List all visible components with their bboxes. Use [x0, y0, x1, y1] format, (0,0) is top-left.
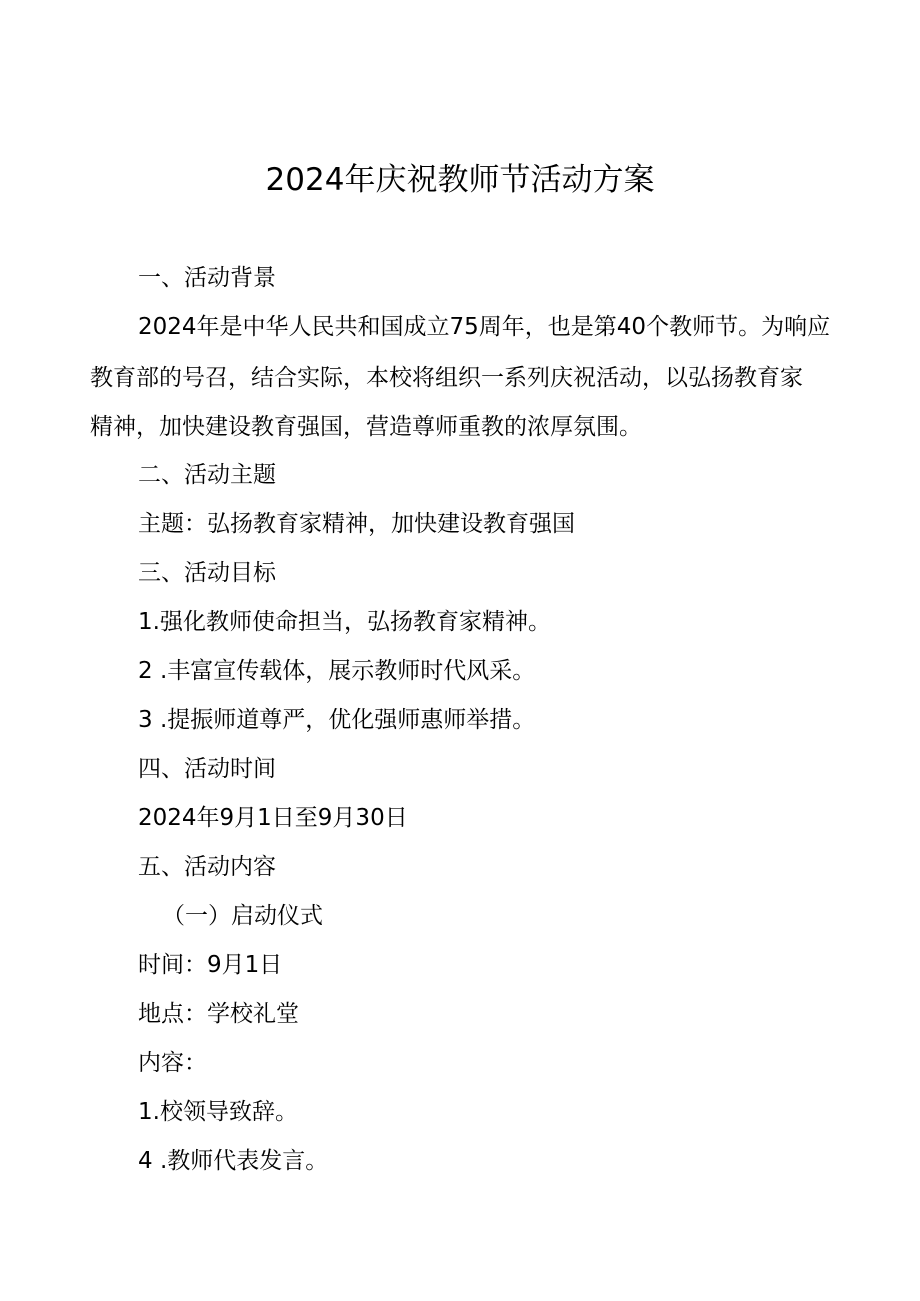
- section-heading-goals: 三、活动目标: [138, 560, 276, 586]
- goal-item-1: 1.强化教师使命担当，弘扬教育家精神。: [138, 609, 551, 635]
- paragraph-background-line-2: 教育部的号召，结合实际，本校将组织一系列庆祝活动，以弘扬教育家: [90, 365, 803, 391]
- ceremony-content-item-2: 4 .教师代表发言。: [138, 1148, 329, 1174]
- ceremony-content-label: 内容：: [138, 1050, 207, 1076]
- section-heading-background: 一、活动背景: [138, 265, 276, 291]
- goal-item-2: 2 .丰富宣传载体，展示教师时代风采。: [138, 658, 536, 684]
- document-title: 2024年庆祝教师节活动方案: [265, 162, 655, 198]
- section-heading-theme: 二、活动主题: [138, 462, 276, 488]
- ceremony-location: 地点：学校礼堂: [138, 1001, 299, 1027]
- section-heading-content: 五、活动内容: [138, 854, 276, 880]
- ceremony-time: 时间：9月1日: [138, 952, 283, 978]
- activity-time-range: 2024年9月1日至9月30日: [138, 805, 408, 831]
- paragraph-background-line-1: 2024年是中华人民共和国成立75周年，也是第40个教师节。为响应: [138, 314, 831, 340]
- goal-item-3: 3 .提振师道尊严，优化强师惠师举措。: [138, 707, 536, 733]
- section-heading-time: 四、活动时间: [138, 756, 276, 782]
- subsection-launch-ceremony: （一）启动仪式: [162, 903, 323, 929]
- theme-text: 主题：弘扬教育家精神，加快建设教育强国: [138, 511, 575, 537]
- ceremony-content-item-1: 1.校领导致辞。: [138, 1099, 298, 1125]
- paragraph-background-line-3: 精神，加快建设教育强国，营造尊师重教的浓厚氛围。: [90, 414, 642, 440]
